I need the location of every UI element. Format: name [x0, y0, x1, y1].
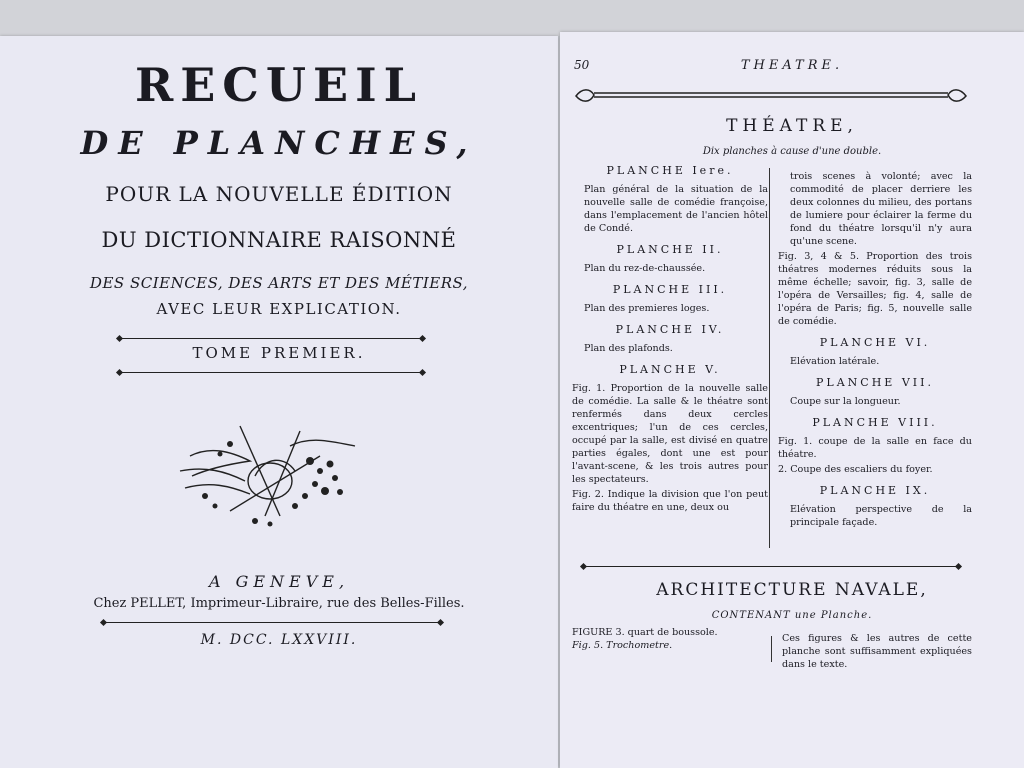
- plate-description: Fig. 3, 4 & 5. Proportion des trois théatres modernes réduits sous la même échelle; savoir, fig. 3, salle de l'opéra de Versailles; fig. 4, salle de l'opéra de Paris; fig. 5, nouvelle salle de comédie.: [778, 251, 972, 327]
- header-rule-ornament-icon: [574, 86, 968, 106]
- left-page: [0, 36, 558, 768]
- left-column: [572, 164, 768, 516]
- section-subtitle: Dix planches à cause d'une double.: [702, 146, 882, 157]
- arch-divider: [771, 636, 772, 662]
- running-head: THEATRE.: [740, 58, 844, 73]
- rule-imprint: [104, 622, 440, 623]
- plate-description: Plan du rez-de-chaussée.: [584, 263, 706, 274]
- plate-heading: PLANCHE IV.: [615, 323, 725, 336]
- plate-heading: PLANCHE VII.: [816, 376, 934, 389]
- plate-description: Fig. 1. coupe de la salle en face du théatre.: [778, 436, 972, 460]
- plate-description: Plan général de la situation de la nouvelle salle de comédie françoise, dans l'emplacement de l'ancien hôtel de Condé.: [584, 184, 768, 234]
- background-wall: [0, 0, 1024, 36]
- arch-rule: [584, 566, 958, 567]
- arch-figure-line: Fig. 5. Trochometre.: [572, 640, 673, 651]
- book-title: RECUEIL: [135, 58, 423, 112]
- plate-description: Coupe sur la longueur.: [790, 396, 901, 407]
- rule-top: [120, 338, 422, 339]
- plate-heading: PLANCHE VI.: [819, 336, 931, 349]
- plate-heading: PLANCHE IX.: [819, 484, 931, 497]
- arch-title: ARCHITECTURE NAVALE,: [656, 580, 928, 600]
- right-column: [778, 170, 972, 531]
- explication-line: AVEC LEUR EXPLICATION.: [156, 300, 402, 318]
- plate-description: Fig. 2. Indique la division que l'on peut faire du théatre en une, deux ou: [572, 489, 768, 513]
- plate-description: Elévation latérale.: [790, 356, 880, 367]
- book-subtitle: DE PLANCHES,: [80, 124, 478, 162]
- column-divider: [769, 168, 770, 548]
- plate-heading: PLANCHE III.: [612, 283, 728, 296]
- plate-heading: PLANCHE VIII.: [812, 416, 938, 429]
- arch-note: Ces figures & les autres de cette planche sont suffisamment expliquées dans le texte.: [782, 633, 972, 670]
- plate-description: Plan des plafonds.: [584, 343, 673, 354]
- plate-heading: PLANCHE II.: [616, 243, 724, 256]
- tome-line: TOME PREMIER.: [192, 344, 366, 362]
- rule-bottom: [120, 372, 422, 373]
- plate-description: Elévation perspective de la principale façade.: [790, 504, 972, 528]
- trophy-ornament-icon: [170, 416, 370, 531]
- arch-left-column: [572, 626, 762, 652]
- place-line: A GENEVE,: [208, 572, 350, 591]
- plate-description: Plan des premieres loges.: [584, 303, 710, 314]
- date-line: M. DCC. LXXVIII.: [200, 632, 358, 648]
- plate-heading: PLANCHE V.: [619, 363, 721, 376]
- publisher-line: Chez PELLET, Imprimeur-Libraire, rue des Belles-Filles.: [93, 596, 465, 611]
- plate-heading: PLANCHE Iere.: [606, 164, 734, 177]
- plate-description: 2. Coupe des escaliers du foyer.: [778, 464, 933, 475]
- plate-description: trois scenes à volonté; avec la commodité de placer derriere les deux colonnes du milieu, des portans de lumiere pour éclairer la ferme du fond du théatre lorsqu'il n'y aura qu'une scene.: [790, 171, 972, 247]
- arch-subtitle: CONTENANT une Planche.: [711, 610, 873, 621]
- sciences-line: DES SCIENCES, DES ARTS ET DES MÉTIERS,: [89, 274, 469, 292]
- plate-description: Fig. 1. Proportion de la nouvelle salle de comédie. La salle & le théatre sont renfermés dans deux cercles excentriques; l'un de ces cercles, occupé par la salle, est divisé en quatre parties égales, dont une est pour l'avant-scene, & les trois autres pour les spectateurs.: [572, 383, 768, 485]
- page-number: 50: [574, 58, 590, 72]
- right-page: [560, 32, 1024, 768]
- dictionary-line: DU DICTIONNAIRE RAISONNÉ: [101, 228, 457, 252]
- edition-line: POUR LA NOUVELLE ÉDITION: [105, 182, 453, 206]
- arch-figure-line: FIGURE 3. quart de boussole.: [572, 627, 718, 638]
- section-title: THÉATRE,: [726, 116, 858, 136]
